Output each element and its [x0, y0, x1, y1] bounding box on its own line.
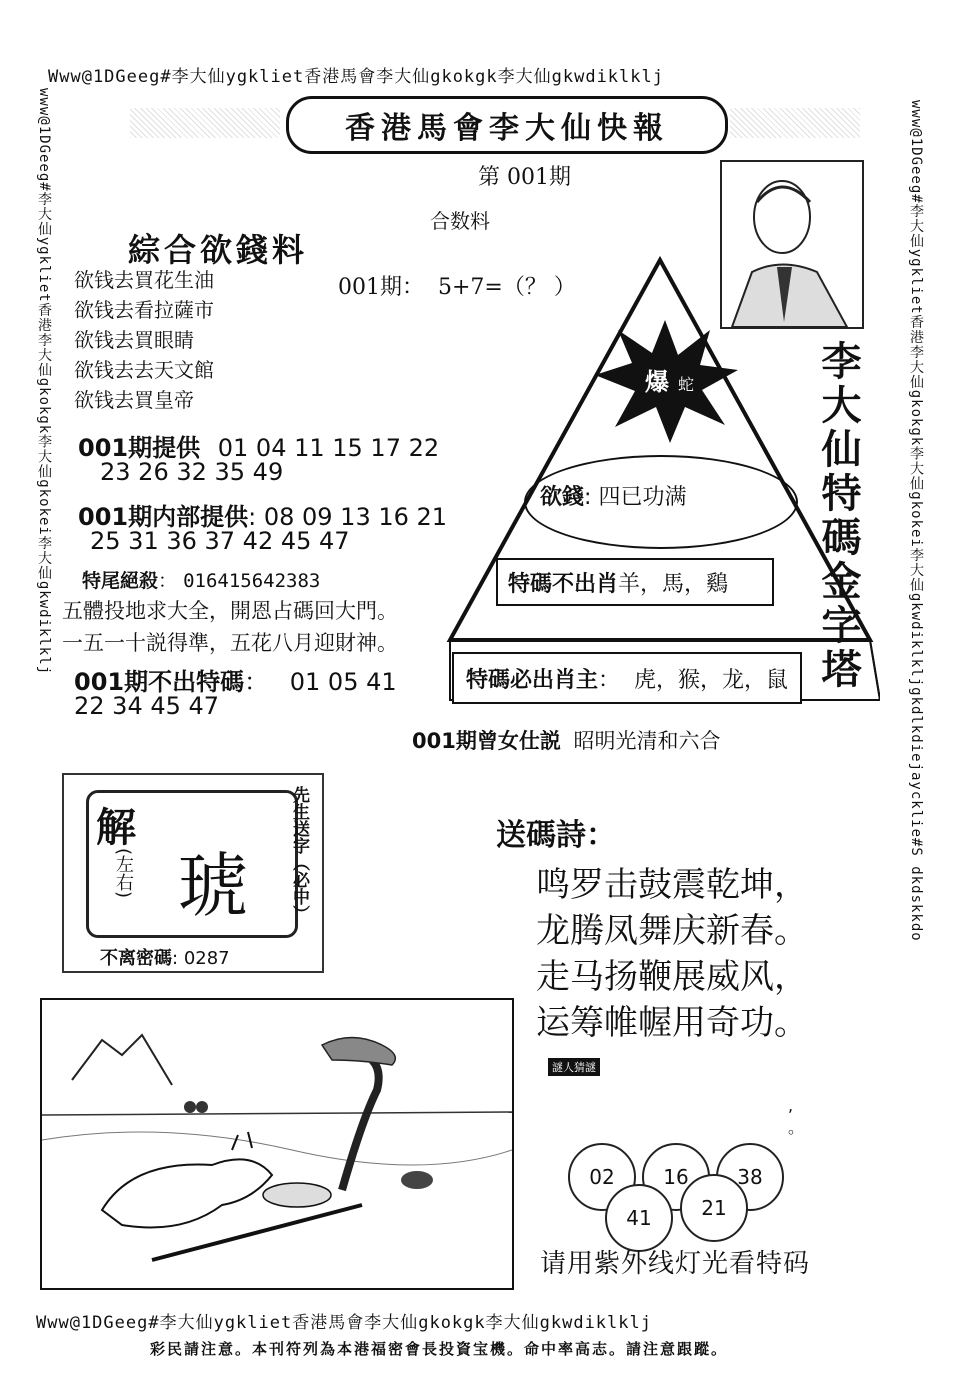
verse2: 一五一十説得準，五花八月迎財神。 — [62, 631, 398, 655]
noshow-label: 001期不出特碼 — [74, 668, 245, 696]
riddle-jie: 解 — [96, 804, 136, 851]
burst-sub: 蛇 — [678, 375, 695, 394]
want-value: 四已功满 — [598, 485, 687, 510]
tail-label: 特尾絕殺 — [82, 570, 159, 592]
uv-note: 请用紫外线灯光看特码 — [540, 1249, 811, 1279]
inside-block: 001期内部提供: 08 09 13 16 21 — [78, 503, 448, 531]
list-item: 欲钱去買皇帝 — [74, 388, 194, 412]
want-block: 欲錢: 四已功满 — [540, 485, 687, 510]
provide-line2: 23 26 32 35 49 — [100, 458, 284, 486]
poem-line: 运筹帷幄用奇功。 — [536, 1003, 808, 1043]
riddle-big-char: 琥 — [178, 845, 248, 927]
poem-line: 走马扬鞭展威风， — [536, 957, 808, 997]
number-ball: 21 — [680, 1174, 748, 1242]
saying-block — [412, 725, 721, 755]
section1-list — [74, 265, 214, 415]
want-label: 欲錢 — [540, 485, 585, 510]
not-out-box — [496, 558, 774, 606]
must-out-box: 特碼必出肖主 ： 虎，猴，龙，鼠 — [452, 652, 802, 704]
top-banner: Www@1DGeeg#李大仙ygkliet香港馬會李大仙gkokgk李大仙gkwdiklklj — [48, 67, 664, 87]
tail-value: 016415642383 — [183, 570, 321, 592]
verse1: 五體投地求大全，開恩占碼回大門。 — [62, 599, 398, 623]
section1-title: 綜合欲錢料 — [128, 231, 309, 269]
secret-value: 0287 — [183, 948, 230, 969]
secret-label: 不离密碼 — [100, 948, 172, 969]
provide-label: 001期提供 — [78, 434, 201, 462]
list-item: 欲钱去去天文館 — [74, 358, 214, 382]
number-ball: 16 — [642, 1143, 710, 1211]
provide-line1: 01 04 11 15 17 22 — [217, 434, 440, 462]
issue-number: 第 001期 — [478, 165, 571, 190]
commas: , 。 — [788, 1096, 805, 1137]
noshow-line2: 22 34 45 47 — [74, 692, 220, 720]
poem-line: 鸣罗击鼓震乾坤， — [536, 865, 808, 905]
pyramid-side-title: 李大仙特碼金字塔 — [815, 340, 862, 692]
header-title: 香港馬會李大仙快報 — [345, 111, 669, 146]
noshow-block: 001期不出特碼： 01 05 41 — [74, 668, 397, 696]
page-subtitle: 合数料 — [430, 209, 490, 233]
not-out-value: 羊，馬，鷄 — [618, 571, 729, 597]
equation: 001期： 5+7=（？ ） — [338, 275, 576, 300]
header-decoration-left — [130, 108, 280, 138]
riddle-sub: (左右) — [113, 848, 134, 899]
list-item: 欲钱去買眼睛 — [74, 328, 194, 352]
number-ball: 38 — [716, 1143, 784, 1211]
list-item: 欲钱去看拉薩市 — [74, 298, 214, 322]
burst-text: 爆 — [645, 368, 669, 396]
noshow-line1: 01 05 41 — [289, 668, 397, 696]
saying-label: 001期曾女仕説 — [412, 729, 561, 753]
right-vertical-banner: www@1DGeeg#李大仙ygkliet香港李大仙gkokgk李大仙gkokei李大仙gkwdiklkljgkdlkdiejaycklie#S dkdskkdo — [908, 100, 924, 942]
header-decoration-right — [730, 108, 860, 138]
number-ball: 02 — [568, 1143, 636, 1211]
bottom-notice: 彩民請注意。本刊符列為本港福密會長投資宝機。命中率高志。請注意跟蹤。 — [150, 1340, 729, 1358]
inside-line1: 08 09 13 16 21 — [263, 503, 448, 531]
not-out-label: 特碼不出肖 — [508, 571, 619, 597]
header-title-frame — [286, 96, 728, 154]
must-out-value: 虎，猴，龙，鼠 — [634, 667, 789, 693]
inside-label: 001期内部提供 — [78, 503, 249, 531]
landscape-illustration — [40, 998, 514, 1290]
small-tag: 謎人猜謎 — [548, 1058, 600, 1076]
secret-block: 不离密碼: 0287 — [100, 948, 230, 969]
list-item: 欲钱去買花生油 — [74, 268, 214, 292]
bottom-banner: Www@1DGeeg#李大仙ygkliet香港馬會李大仙gkokgk李大仙gkwdiklklj — [36, 1313, 652, 1333]
tail-block: 特尾絕殺： 016415642383 — [82, 570, 321, 592]
number-ball: 41 — [605, 1184, 673, 1252]
left-vertical-banner: www@1DGeeg#李大仙ygkliet香港李大仙gkokgk李大仙gkokei李大仙gkwdiklklj — [36, 88, 52, 676]
poem-title: 送碼詩： — [496, 818, 616, 853]
poem-lines — [536, 862, 808, 1046]
must-out-label: 特碼必出肖主 — [466, 667, 599, 693]
riddle-side: 先生送字（必中） — [289, 786, 309, 922]
saying-value: 昭明光清和六合 — [573, 729, 721, 753]
inside-line2: 25 31 36 37 42 45 47 — [90, 527, 350, 555]
poem-line: 龙腾凤舞庆新春。 — [536, 911, 808, 951]
